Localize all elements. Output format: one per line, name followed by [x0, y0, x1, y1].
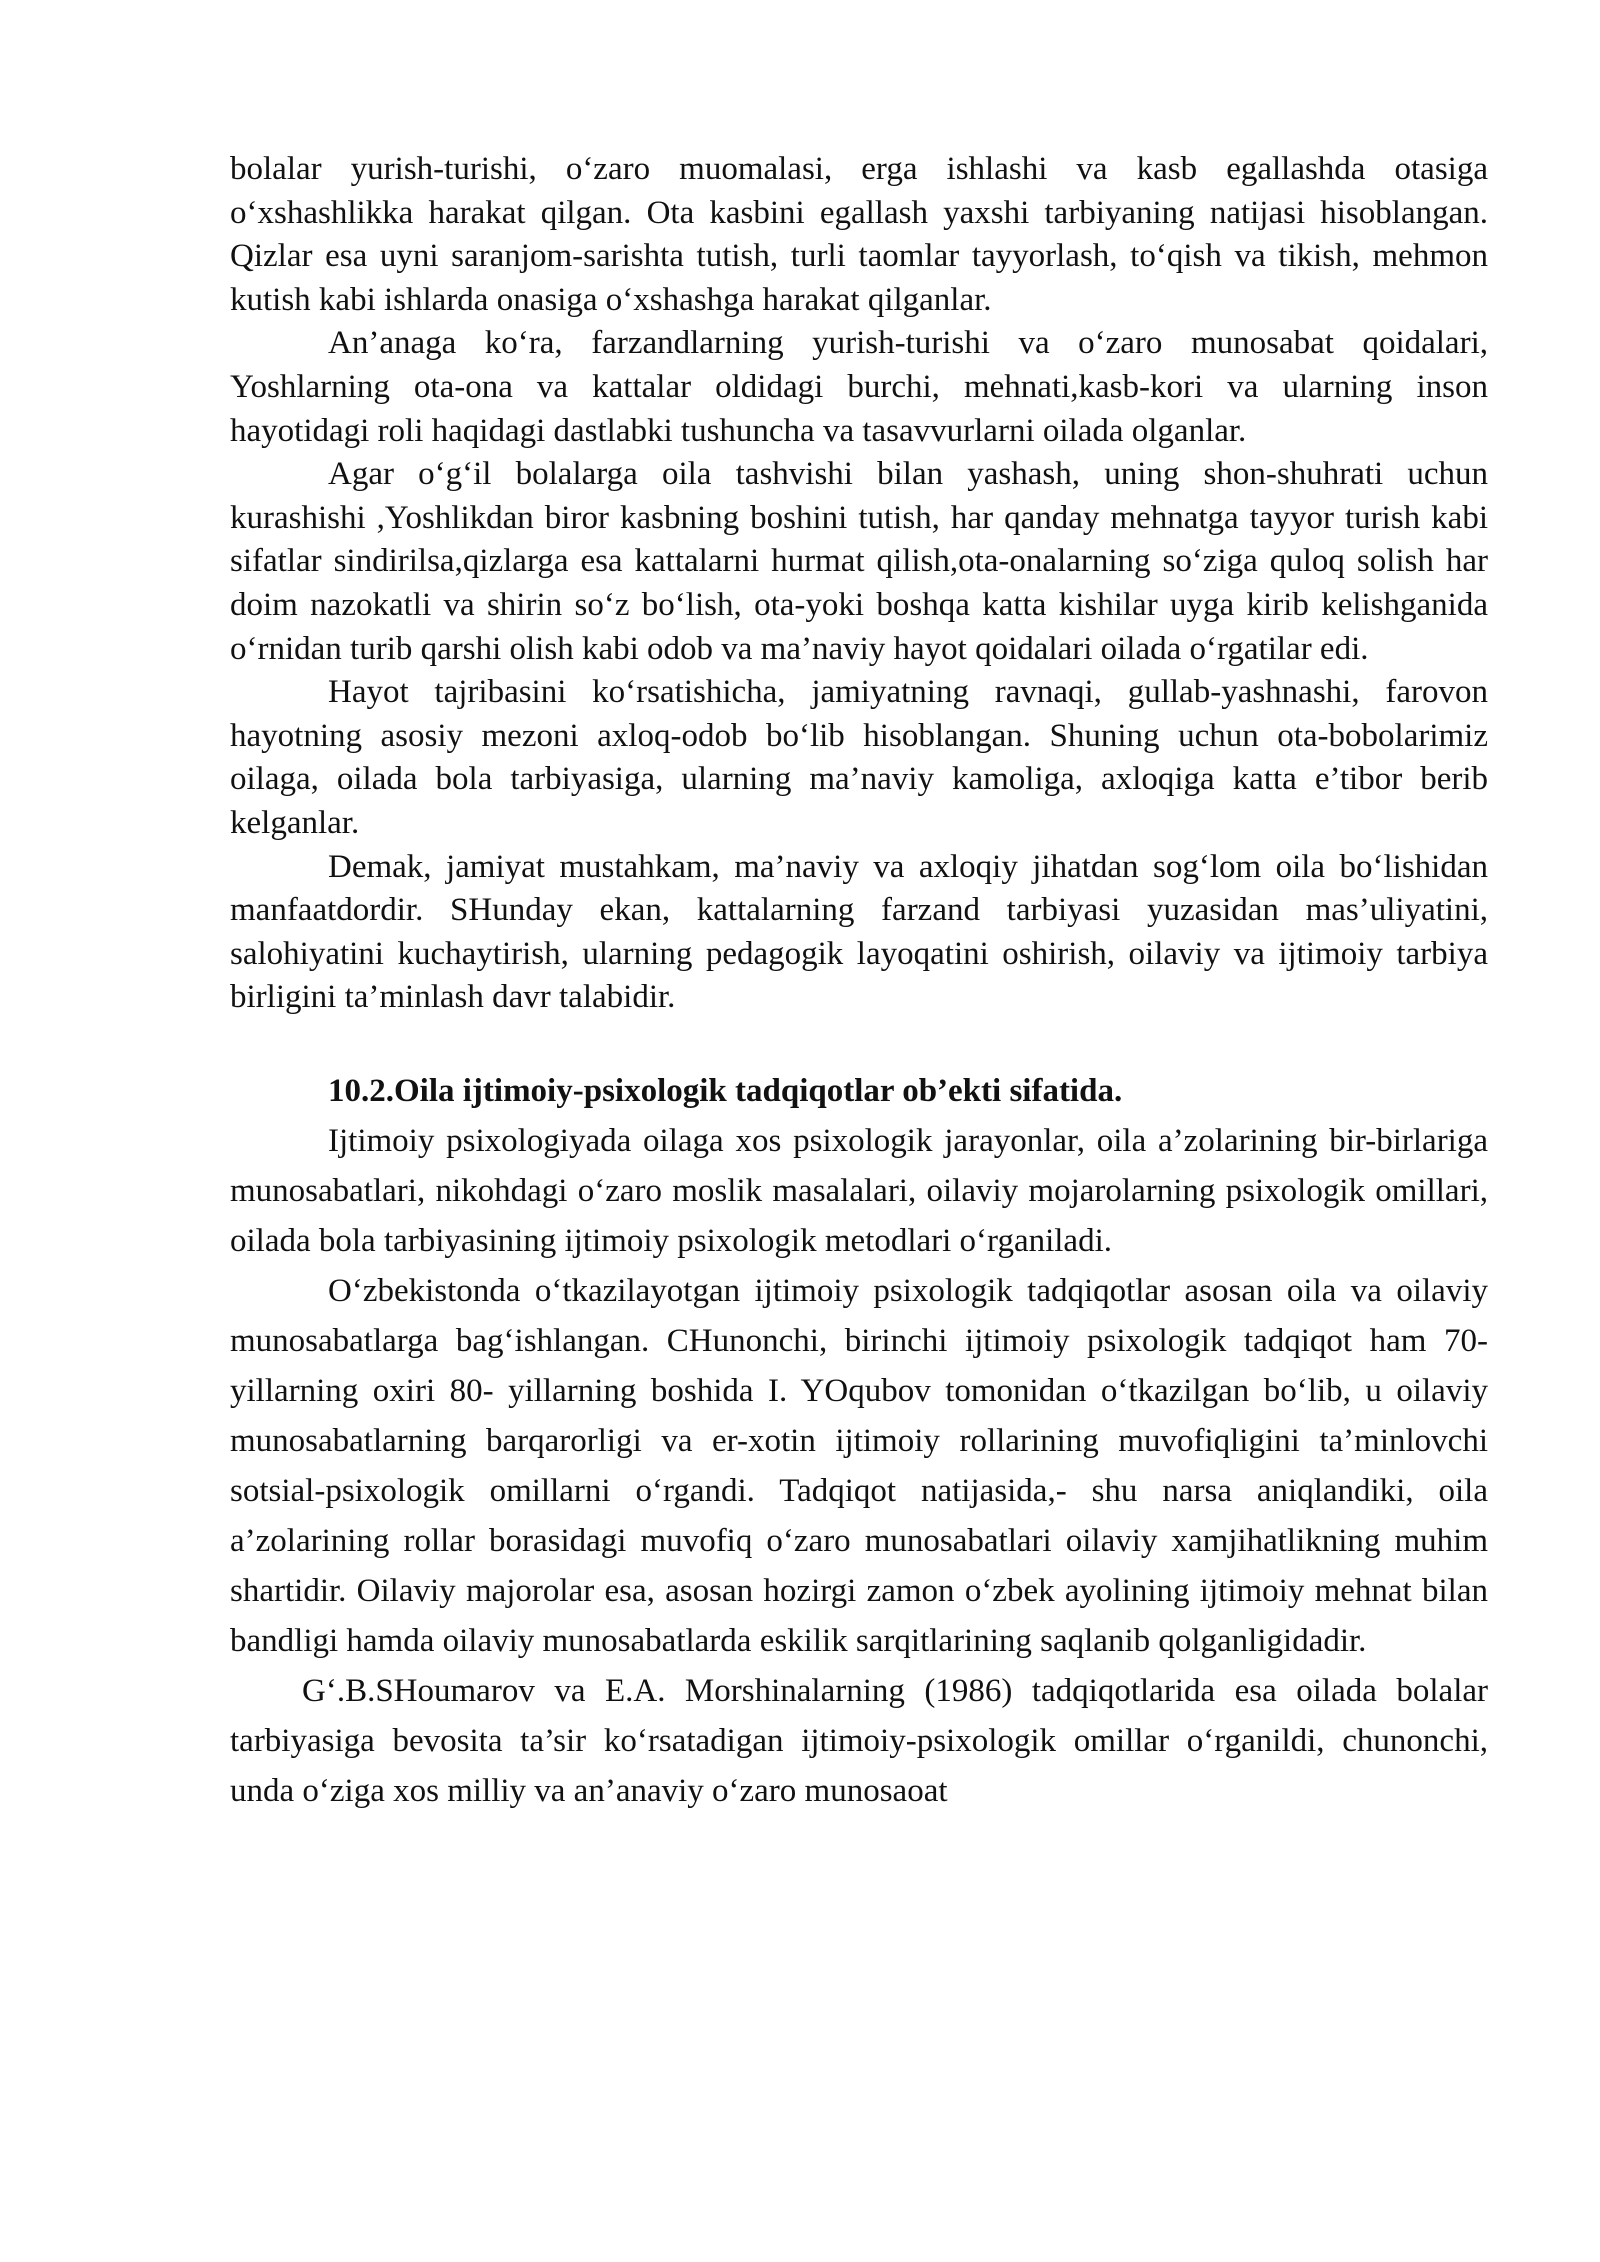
paragraph: Demak, jamiyat mustahkam, ma’naviy va axloqiy jihatdan sog‘lom oila bo‘lishidan manfaatdordir. SHunday ekan, kattalarning farzand tarbiyasi yuzasidan mas’uliyatini, salohiyatini kuchaytirish, ularning pedagogik layoqatini oshirish, oilaviy va ijtimoiy tarbiya birligini ta’minlash davr talabidir.: [230, 848, 1488, 1016]
text-section-bottom: [230, 1116, 1488, 1816]
document-page: [230, 148, 1488, 1816]
paragraph: Agar o‘g‘il bolalarga oila tashvishi bilan yashash, uning shon-shuhrati uchun kurashishi ,Yoshlikdan biror kasbning boshini tutish, har qanday mehnatga tayyor turish kabi sifatlar sindirilsa,qizlarga esa kattalarni hurmat qilish,ota-onalarning so‘ziga quloq solish har doim nazokatli va shirin so‘z bo‘lish, ota-yoki boshqa katta kishilar uyga kirib kelishganida o‘rnidan turib qarshi olish kabi odob va ma’naviy hayot qoidalari oilada o‘rgatilar edi.: [230, 456, 1488, 667]
text-section-top: [230, 148, 1488, 1020]
paragraph: O‘zbekistonda o‘tkazilayotgan ijtimoiy psixologik tadqiqotlar asosan oila va oilaviy munosabatlarga bag‘ishlangan. CHunonchi, birinchi ijtimoiy psixologik tadqiqot ham 70- yillarning oxiri 80- yillarning boshida I. YOqubov tomonidan o‘tkazilgan bo‘lib, u oilaviy munosabatlarning barqarorligi va er-xotin ijtimoiy rollarining muvofiqligini ta’minlovchi sotsial-psixologik omillarni o‘rgandi. Tadqiqot natijasida,- shu narsa aniqlandiki, oila a’zolarining rollar borasidagi muvofiq o‘zaro munosabatlari oilaviy xamjihatlikning muhim shartidir. Oilaviy majorolar esa, asosan hozirgi zamon o‘zbek ayolining ijtimoiy mehnat bilan bandligi hamda oilaviy munosabatlarda eskilik sarqitlarining saqlanib qolganligidadir.: [230, 1272, 1488, 1659]
paragraph: bolalar yurish-turishi, o‘zaro muomalasi, erga ishlashi va kasb egallashda otasiga o‘xshashlikka harakat qilgan. Ota kasbini egallash yaxshi tarbiyaning natijasi hisoblangan. Qizlar esa uyni saranjom-sarishta tutish, turli taomlar tayyorlash, to‘qish va tikish, mehmon kutish kabi ishlarda onasiga o‘xshashga harakat qilganlar.: [230, 151, 1488, 318]
paragraph: G‘.B.SHoumarov va E.A. Morshinalarning (1986) tadqiqotlarida esa oilada bolalar tarbiyasiga bevosita ta’sir ko‘rsatadigan ijtimoiy-psixologik omillar o‘rganildi, chunonchi, unda o‘ziga xos milliy va an’anaviy o‘zaro munosaoat: [230, 1672, 1488, 1809]
paragraph: An’anaga ko‘ra, farzandlarning yurish-turishi va o‘zaro munosabat qoidalari, Yoshlarning ota-ona va kattalar oldidagi burchi, mehnati,kasb-kori va ularning inson hayotidagi roli haqidagi dastlabki tushuncha va tasavvurlarni oilada olganlar.: [230, 325, 1488, 449]
paragraph: Hayot tajribasini ko‘rsatishicha, jamiyatning ravnaqi, gullab-yashnashi, farovon hayotning asosiy mezoni axloq-odob bo‘lib hisoblangan. Shuning uchun ota-bobolarimiz oilaga, oilada bola tarbiyasiga, ularning ma’naviy kamoliga, axloqiga katta e’tibor berib kelganlar.: [230, 674, 1488, 841]
section-heading: 10.2.Oila ijtimoiy-psixologik tadqiqotlar ob’ekti sifatida.: [328, 1072, 1123, 1109]
paragraph: Ijtimoiy psixologiyada oilaga xos psixologik jarayonlar, oila a’zolarining bir-birlariga munosabatlari, nikohdagi o‘zaro moslik masalalari, oilaviy mojarolarning psixologik omillari, oilada bola tarbiyasining ijtimoiy psixologik metodlari o‘rganiladi.: [230, 1122, 1488, 1259]
